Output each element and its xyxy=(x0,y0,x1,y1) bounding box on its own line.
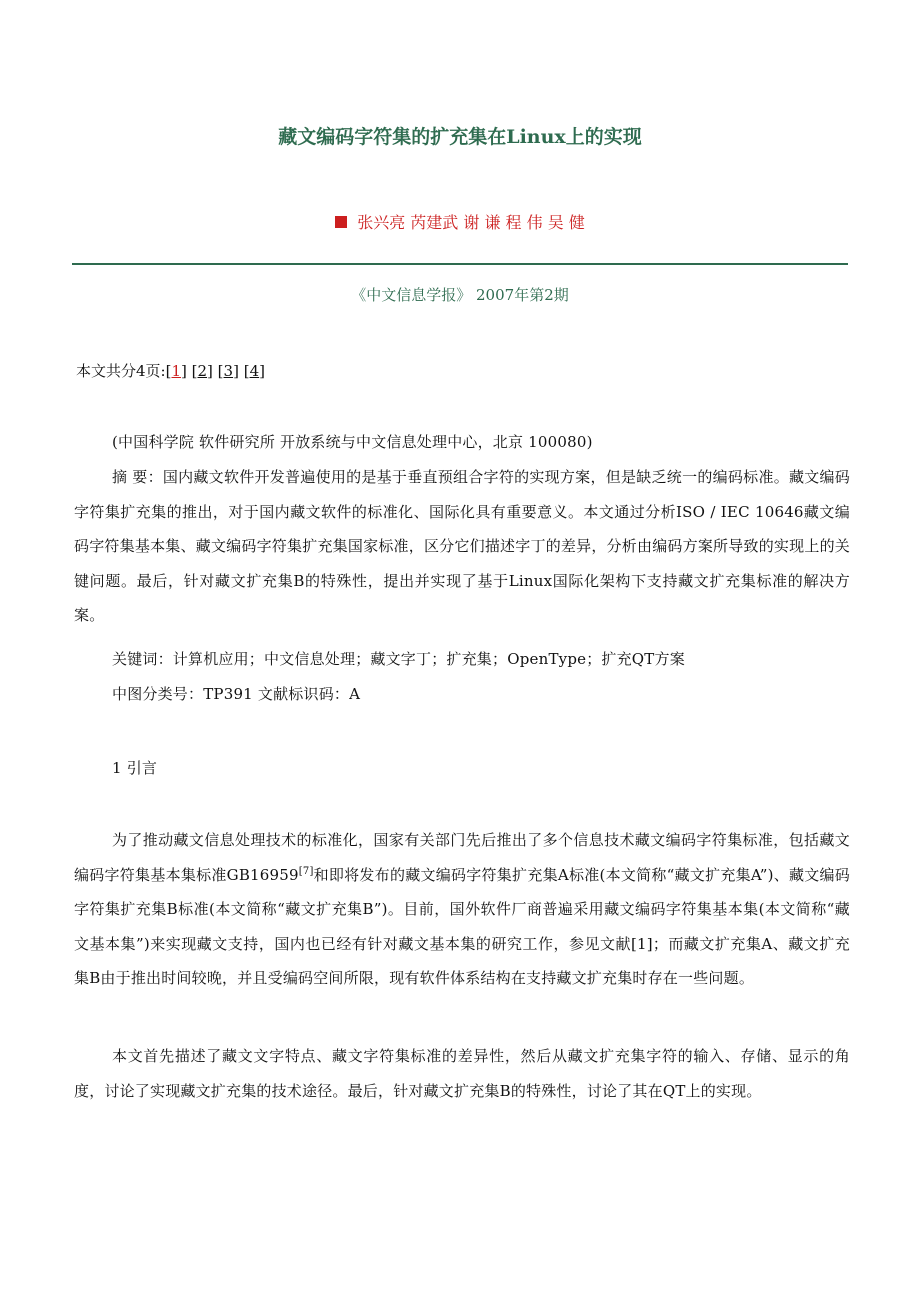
citation-ref: [7] xyxy=(298,865,314,877)
divider-rule xyxy=(72,263,848,265)
intro-paragraph-1-part-b: 和即将发布的藏文编码字符集扩充集A标准(本文简称“藏文扩充集A”)、藏文编码字符集扩充集B标准(本文简称“藏文扩充集B”)。目前，国外软件厂商普遍采用藏文编码字符集基本集(本文简称“藏文基本集”)来实现藏文支持，国内也已经有针对藏文基本集的研究工作，参见文献[1]；而藏文扩充集A、藏文扩充集B由于推出时间较晚，并且受编码空间所限，现有软件体系结构在支持藏文扩充集时存在一些问题。 xyxy=(74,865,850,988)
intro-paragraph-2: 本文首先描述了藏文文字特点、藏文字符集标准的差异性，然后从藏文扩充集字符的输入、存储、显示的角度，讨论了实现藏文扩充集的技术途径。最后，针对藏文扩充集B的特殊性，讨论了其在QT上的实现。 xyxy=(74,1047,850,1100)
intro-paragraph-1-part-a: 为了推动藏文信息处理技术的标准化，国家有关部门先后推出了多个信息技术藏文编码字符集标准，包括藏文编码字符集基本集标准GB16959 xyxy=(74,831,850,884)
classification-codes: 中图分类号：TP391 文献标识码：A xyxy=(112,685,361,703)
page-navigation: 本文共分4页:[1] [2] [3] [4] xyxy=(76,362,265,380)
page-link-3[interactable]: 3 xyxy=(223,362,234,380)
intro-paragraph-1 xyxy=(74,823,850,996)
journal-source: 《中文信息学报》 2007年第2期 xyxy=(351,286,569,304)
page-count-label: 本文共分4页: xyxy=(76,362,166,380)
section-heading-introduction: 1 引言 xyxy=(112,759,158,777)
page-link-1[interactable]: 1 xyxy=(171,362,182,380)
page-link-2[interactable]: 2 xyxy=(197,362,208,380)
keywords: 关键词：计算机应用；中文信息处理；藏文字丁；扩充集；OpenType；扩充QT方案 xyxy=(112,650,685,668)
square-bullet-icon xyxy=(335,216,347,228)
author-line xyxy=(0,210,920,233)
article-title: 藏文编码字符集的扩充集在Linux上的实现 xyxy=(278,126,642,148)
page-link-4[interactable]: 4 xyxy=(249,362,260,380)
affiliation: (中国科学院 软件研究所 开放系统与中文信息处理中心，北京 100080) xyxy=(112,433,593,451)
author-names: 张兴亮 芮建武 谢 谦 程 伟 吴 健 xyxy=(357,213,585,232)
abstract: 摘 要：国内藏文软件开发普遍使用的是基于垂直预组合字符的实现方案，但是缺乏统一的编码标准。藏文编码字符集扩充集的推出，对于国内藏文软件的标准化、国际化具有重要意义。本文通过分析ISO / IEC 10646藏文编码字符集基本集、藏文编码字符集扩充集国家标准，区分它们描述字丁的差异，分析由编码方案所导致的实现上的关键问题。最后，针对藏文扩充集B的特殊性，提出并实现了基于Linux国际化架构下支持藏文扩充集标准的解决方案。 xyxy=(74,468,850,625)
